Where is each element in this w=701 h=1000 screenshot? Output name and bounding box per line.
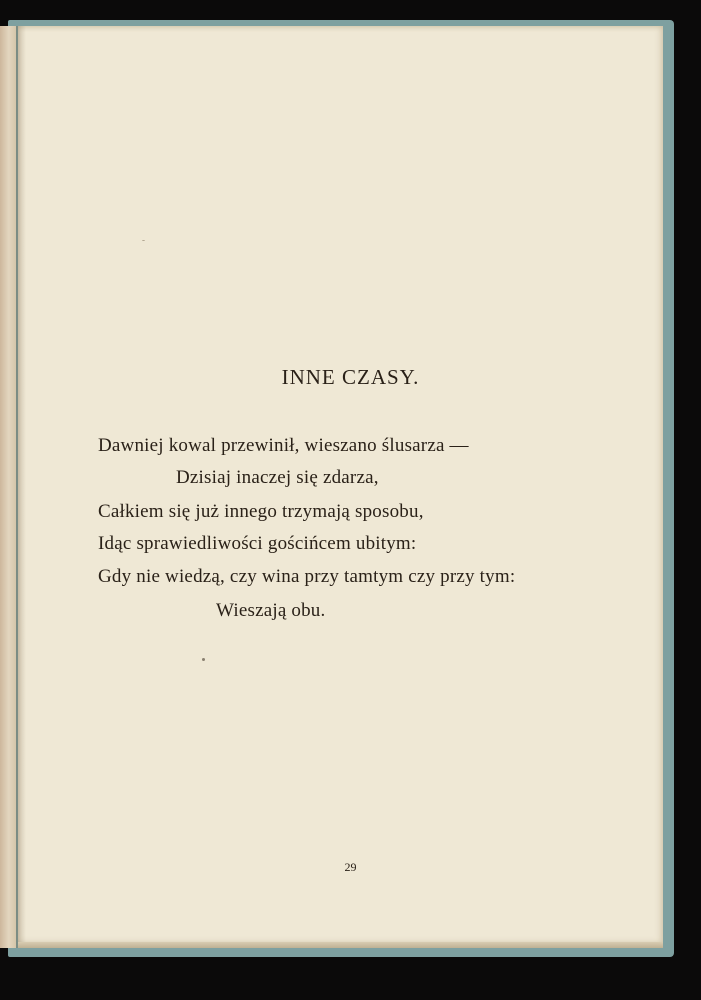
- poem-line: Idąc sprawiedliwości gościńcem ubitym:: [98, 533, 417, 554]
- poem-title: INNE CZASY.: [281, 365, 420, 389]
- paper-speck: [202, 658, 205, 661]
- left-page-edge: [0, 26, 16, 948]
- book-page: [18, 26, 663, 942]
- poem-line: Całkiem się już innego trzymają sposobu,: [98, 501, 424, 522]
- poem-line: Wieszają obu.: [216, 600, 326, 621]
- poem-line: Dzisiaj inaczej się zdarza,: [176, 467, 379, 488]
- poem-line: Dawniej kowal przewinił, wieszano ślusarza —: [98, 435, 469, 456]
- gutter-shadow: [16, 26, 26, 948]
- poem-line: Gdy nie wiedzą, czy wina przy tamtym czy przy tym:: [98, 566, 516, 587]
- paper-speck: [142, 240, 145, 241]
- page-number: 29: [344, 860, 357, 874]
- bottom-page-edge: [18, 942, 663, 948]
